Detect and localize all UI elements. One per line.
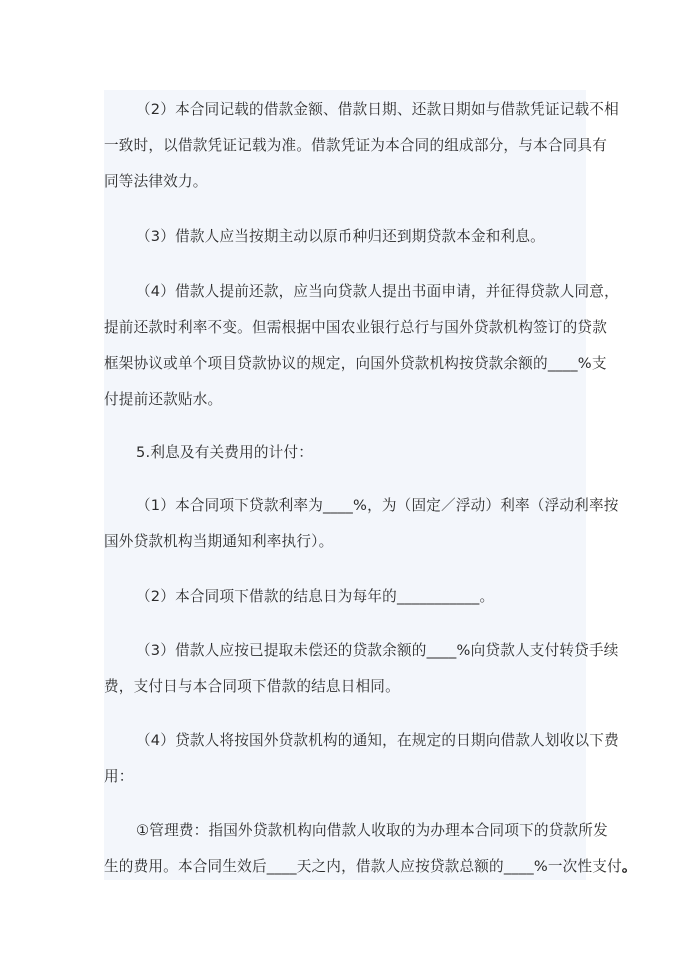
paragraph-line-text: 生的费用。本合同生效后____天之内，借款人应按贷款总额的____%一次性支付 <box>104 858 622 875</box>
final-period: 。 <box>621 858 637 875</box>
paragraph-line: 框架协议或单个项目贷款协议的规定，向国外贷款机构按贷款余额的____%支 <box>104 355 607 372</box>
paragraph-line <box>104 857 637 877</box>
paragraph-line: 费，支付日与本合同项下借款的结息日相同。 <box>104 678 400 695</box>
paragraph-line: 一致时，以借款凭证记载为准。借款凭证为本合同的组成部分，与本合同具有 <box>104 137 607 154</box>
paragraph-line: 提前还款时利率不变。但需根据中国农业银行总行与国外贷款机构签订的贷款 <box>104 319 607 336</box>
paragraph-line: （1）本合同项下贷款利率为____%，为（固定／浮动）利率（浮动利率按 <box>136 497 619 514</box>
document-page <box>104 90 637 880</box>
paragraph-line: ①管理费：指国外贷款机构向借款人收取的为办理本合同项下的贷款所发 <box>136 822 608 839</box>
section-heading: 5.利息及有关费用的计付： <box>136 444 314 461</box>
paragraph-line: 用： <box>104 768 134 785</box>
paragraph-line: （4）贷款人将按国外贷款机构的通知，在规定的日期向借款人划收以下费 <box>136 732 619 749</box>
paragraph-line: （3）借款人应当按期主动以原币种归还到期贷款本金和利息。 <box>136 228 545 245</box>
paragraph-line: 付提前还款贴水。 <box>104 391 223 408</box>
paragraph-line: （4）借款人提前还款，应当向贷款人提出书面申请，并征得贷款人同意， <box>136 283 619 300</box>
paragraph-line: （2）本合同项下借款的结息日为每年的___________。 <box>136 588 495 605</box>
paragraph-line: （2）本合同记载的借款金额、借款日期、还款日期如与借款凭证记载不相 <box>136 101 619 118</box>
paragraph-line: （3）借款人应按已提取未偿还的贷款余额的____%向贷款人支付转贷手续 <box>136 642 619 659</box>
paragraph-line: 国外贷款机构当期通知利率执行）。 <box>104 533 334 550</box>
paragraph-line: 同等法律效力。 <box>104 173 208 190</box>
